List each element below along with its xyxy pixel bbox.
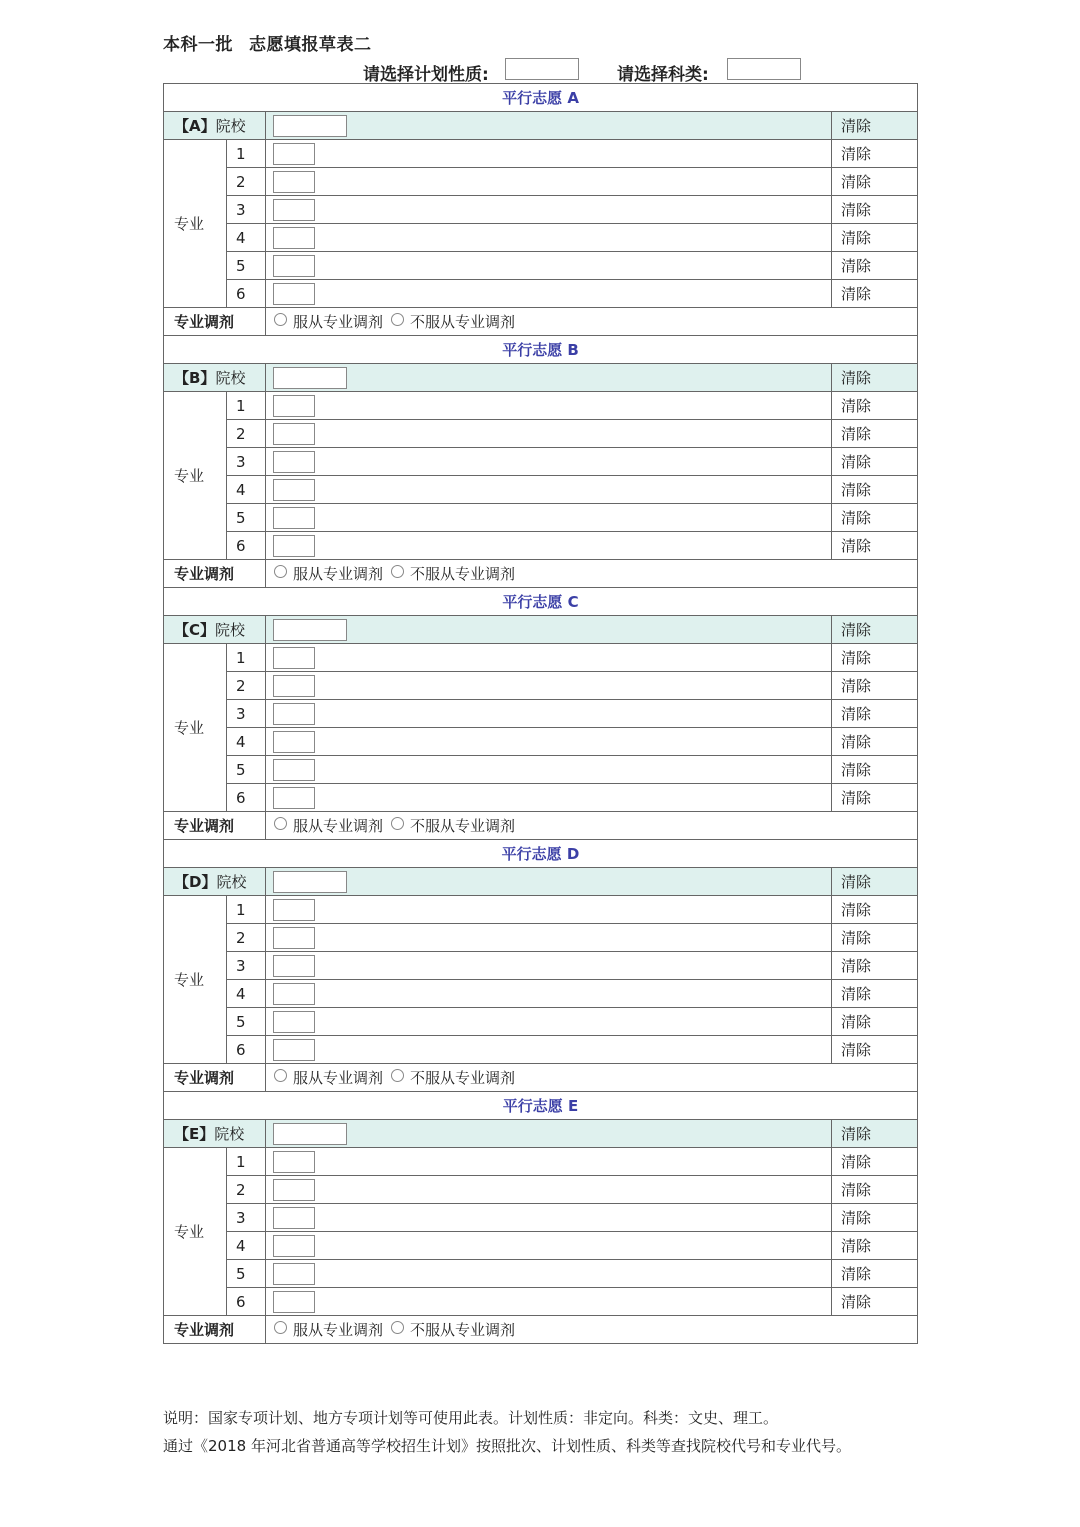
major-number: 6 (227, 280, 266, 308)
clear-button[interactable]: 清除 (832, 1204, 918, 1232)
clear-button[interactable]: 清除 (832, 1148, 918, 1176)
school-input[interactable] (273, 115, 347, 137)
clear-button[interactable]: 清除 (832, 196, 918, 224)
adjust-label: 专业调剂 (164, 812, 266, 840)
major-number: 1 (227, 896, 266, 924)
section-header-row (164, 840, 918, 868)
clear-button[interactable]: 清除 (832, 1232, 918, 1260)
major-row (164, 420, 918, 448)
major-row (164, 392, 918, 420)
school-label (164, 1120, 266, 1148)
note-line: 通过《2018 年河北省普通高等学校招生计划》按照批次、计划性质、科类等查找院校代号和专业代号。 (163, 1437, 851, 1455)
section-letter: 【A】 (174, 117, 216, 135)
section-letter: 【D】 (174, 873, 217, 891)
major-row (164, 672, 918, 700)
clear-button[interactable]: 清除 (832, 1176, 918, 1204)
major-row (164, 476, 918, 504)
school-input-cell (266, 112, 832, 140)
major-number: 3 (227, 196, 266, 224)
clear-button[interactable]: 清除 (832, 1008, 918, 1036)
form-title (163, 30, 372, 55)
plan-type-label: 请选择计划性质: (363, 65, 489, 85)
accept-adjust-radio[interactable] (274, 1321, 287, 1334)
clear-button[interactable]: 清除 (832, 924, 918, 952)
major-input-cell (266, 532, 832, 560)
school-label (164, 616, 266, 644)
clear-button[interactable]: 清除 (832, 616, 918, 644)
major-input[interactable] (273, 1151, 315, 1173)
major-input-cell (266, 252, 832, 280)
clear-button[interactable]: 清除 (832, 952, 918, 980)
accept-adjust-label[interactable]: 服从专业调剂 (293, 1321, 384, 1339)
major-input-cell (266, 952, 832, 980)
school-input-cell (266, 1120, 832, 1148)
application-form-table (163, 83, 918, 1344)
major-number: 2 (227, 168, 266, 196)
school-input[interactable] (273, 367, 347, 389)
major-input[interactable] (273, 703, 315, 725)
clear-button[interactable]: 清除 (832, 476, 918, 504)
adjust-label: 专业调剂 (164, 308, 266, 336)
clear-button[interactable]: 清除 (832, 672, 918, 700)
major-row (164, 756, 918, 784)
accept-adjust-radio[interactable] (274, 1069, 287, 1082)
major-input-cell (266, 448, 832, 476)
reject-adjust-label[interactable]: 不服从专业调剂 (410, 565, 516, 583)
subject-select[interactable] (727, 58, 801, 80)
major-number: 4 (227, 980, 266, 1008)
major-row (164, 224, 918, 252)
accept-adjust-radio[interactable] (274, 817, 287, 830)
major-number: 1 (227, 1148, 266, 1176)
major-number: 5 (227, 252, 266, 280)
major-input-cell (266, 1288, 832, 1316)
school-input-cell (266, 616, 832, 644)
clear-button[interactable]: 清除 (832, 1036, 918, 1064)
major-input-cell (266, 224, 832, 252)
major-input[interactable] (273, 479, 315, 501)
major-number: 3 (227, 700, 266, 728)
major-input-cell (266, 1232, 832, 1260)
adjust-row (164, 560, 918, 588)
school-input-cell (266, 868, 832, 896)
major-input[interactable] (273, 535, 315, 557)
major-input[interactable] (273, 675, 315, 697)
major-number: 3 (227, 1204, 266, 1232)
reject-adjust-radio[interactable] (391, 565, 404, 578)
major-number: 1 (227, 140, 266, 168)
school-input-cell (266, 364, 832, 392)
reject-adjust-label[interactable]: 不服从专业调剂 (410, 313, 516, 331)
major-input[interactable] (273, 647, 315, 669)
major-input[interactable] (273, 787, 315, 809)
school-input[interactable] (273, 1123, 347, 1145)
major-number: 1 (227, 392, 266, 420)
major-input[interactable] (273, 143, 315, 165)
major-number: 4 (227, 728, 266, 756)
section-letter: 【B】 (174, 369, 216, 387)
major-input-cell (266, 1260, 832, 1288)
major-row (164, 924, 918, 952)
major-number: 6 (227, 784, 266, 812)
clear-button[interactable]: 清除 (832, 532, 918, 560)
adjust-label: 专业调剂 (164, 1064, 266, 1092)
accept-adjust-label[interactable]: 服从专业调剂 (293, 565, 384, 583)
major-number: 6 (227, 532, 266, 560)
major-row (164, 784, 918, 812)
major-number: 5 (227, 756, 266, 784)
school-input[interactable] (273, 871, 347, 893)
section-header-row (164, 588, 918, 616)
major-input[interactable] (273, 395, 315, 417)
reject-adjust-radio[interactable] (391, 817, 404, 830)
major-row (164, 952, 918, 980)
reject-adjust-radio[interactable] (391, 313, 404, 326)
major-input-cell (266, 700, 832, 728)
major-row (164, 1288, 918, 1316)
major-input[interactable] (273, 1011, 315, 1033)
major-row (164, 140, 918, 168)
clear-button[interactable]: 清除 (832, 644, 918, 672)
reject-adjust-label[interactable]: 不服从专业调剂 (410, 817, 516, 835)
major-number: 3 (227, 448, 266, 476)
major-row (164, 980, 918, 1008)
major-number: 2 (227, 924, 266, 952)
accept-adjust-label[interactable]: 服从专业调剂 (293, 817, 384, 835)
major-row (164, 1008, 918, 1036)
major-row (164, 644, 918, 672)
major-input-cell (266, 196, 832, 224)
major-number: 4 (227, 224, 266, 252)
major-number: 5 (227, 504, 266, 532)
major-input-cell (266, 280, 832, 308)
school-label-text: 院校 (215, 621, 246, 639)
section-title: 平行志愿 D (164, 840, 918, 868)
adjust-options (266, 1064, 918, 1092)
major-input[interactable] (273, 1039, 315, 1061)
major-input-cell (266, 420, 832, 448)
major-input[interactable] (273, 199, 315, 221)
clear-button[interactable]: 清除 (832, 112, 918, 140)
adjust-row (164, 1064, 918, 1092)
clear-button[interactable]: 清除 (832, 504, 918, 532)
adjust-options (266, 1316, 918, 1344)
major-input-cell (266, 728, 832, 756)
adjust-options (266, 812, 918, 840)
accept-adjust-radio[interactable] (274, 313, 287, 326)
clear-button[interactable]: 清除 (832, 980, 918, 1008)
clear-button[interactable]: 清除 (832, 392, 918, 420)
major-row (164, 280, 918, 308)
major-number: 1 (227, 644, 266, 672)
school-row (164, 1120, 918, 1148)
major-row (164, 168, 918, 196)
clear-button[interactable]: 清除 (832, 420, 918, 448)
major-number: 5 (227, 1260, 266, 1288)
major-input[interactable] (273, 507, 315, 529)
adjust-label: 专业调剂 (164, 560, 266, 588)
clear-button[interactable]: 清除 (832, 364, 918, 392)
major-row (164, 728, 918, 756)
major-input-cell (266, 924, 832, 952)
major-input[interactable] (273, 283, 315, 305)
major-label: 专业 (164, 1148, 227, 1316)
school-row (164, 112, 918, 140)
clear-button[interactable]: 清除 (832, 448, 918, 476)
major-row (164, 532, 918, 560)
accept-adjust-label[interactable]: 服从专业调剂 (293, 1069, 384, 1087)
major-input-cell (266, 140, 832, 168)
clear-button[interactable]: 清除 (832, 140, 918, 168)
major-input[interactable] (273, 423, 315, 445)
major-row (164, 896, 918, 924)
major-input[interactable] (273, 983, 315, 1005)
adjust-row (164, 1316, 918, 1344)
clear-button[interactable]: 清除 (832, 896, 918, 924)
major-input-cell (266, 1148, 832, 1176)
section-title: 平行志愿 C (164, 588, 918, 616)
section-header-row (164, 1092, 918, 1120)
major-input-cell (266, 168, 832, 196)
major-input-cell (266, 672, 832, 700)
major-input-cell (266, 504, 832, 532)
major-input-cell (266, 392, 832, 420)
major-label: 专业 (164, 392, 227, 560)
major-input[interactable] (273, 955, 315, 977)
subject-label: 请选择科类: (617, 65, 709, 85)
major-input[interactable] (273, 899, 315, 921)
major-input[interactable] (273, 759, 315, 781)
major-input-cell (266, 784, 832, 812)
major-input[interactable] (273, 1235, 315, 1257)
section-header-row (164, 84, 918, 112)
major-input-cell (266, 1008, 832, 1036)
clear-button[interactable]: 清除 (832, 756, 918, 784)
major-number: 2 (227, 672, 266, 700)
adjust-options (266, 560, 918, 588)
section-title: 平行志愿 A (164, 84, 918, 112)
clear-button[interactable]: 清除 (832, 168, 918, 196)
major-number: 2 (227, 420, 266, 448)
major-input[interactable] (273, 1207, 315, 1229)
school-label-text: 院校 (215, 369, 246, 387)
reject-adjust-radio[interactable] (391, 1069, 404, 1082)
school-input[interactable] (273, 619, 347, 641)
major-row (164, 1232, 918, 1260)
major-input[interactable] (273, 227, 315, 249)
school-row (164, 364, 918, 392)
form-name: 志愿填报草表二 (249, 35, 372, 55)
note-line: 说明：国家专项计划、地方专项计划等可使用此表。计划性质：非定向。科类：文史、理工。 (163, 1409, 779, 1427)
major-row (164, 700, 918, 728)
major-input[interactable] (273, 171, 315, 193)
major-row (164, 196, 918, 224)
clear-button[interactable]: 清除 (832, 784, 918, 812)
school-label (164, 112, 266, 140)
major-number: 4 (227, 1232, 266, 1260)
major-input-cell (266, 896, 832, 924)
adjust-label: 专业调剂 (164, 1316, 266, 1344)
major-row (164, 1176, 918, 1204)
major-input[interactable] (273, 1263, 315, 1285)
clear-button[interactable]: 清除 (832, 868, 918, 896)
major-label: 专业 (164, 644, 227, 812)
section-header-row (164, 336, 918, 364)
major-row (164, 1148, 918, 1176)
major-number: 5 (227, 1008, 266, 1036)
major-input-cell (266, 1176, 832, 1204)
major-input[interactable] (273, 1179, 315, 1201)
accept-adjust-label[interactable]: 服从专业调剂 (293, 313, 384, 331)
clear-button[interactable]: 清除 (832, 252, 918, 280)
major-input-cell (266, 756, 832, 784)
section-title: 平行志愿 E (164, 1092, 918, 1120)
major-row (164, 448, 918, 476)
major-number: 2 (227, 1176, 266, 1204)
major-input-cell (266, 980, 832, 1008)
clear-button[interactable]: 清除 (832, 224, 918, 252)
major-number: 3 (227, 952, 266, 980)
school-label (164, 868, 266, 896)
adjust-row (164, 812, 918, 840)
section-letter: 【C】 (174, 621, 216, 639)
school-row (164, 616, 918, 644)
major-input[interactable] (273, 731, 315, 753)
major-input[interactable] (273, 255, 315, 277)
major-number: 6 (227, 1036, 266, 1064)
major-label: 专业 (164, 896, 227, 1064)
major-label: 专业 (164, 140, 227, 308)
batch-title: 本科一批 (163, 35, 233, 55)
accept-adjust-radio[interactable] (274, 565, 287, 578)
major-row (164, 1204, 918, 1232)
major-input[interactable] (273, 927, 315, 949)
reject-adjust-label[interactable]: 不服从专业调剂 (410, 1321, 516, 1339)
school-label-text: 院校 (214, 1125, 245, 1143)
clear-button[interactable]: 清除 (832, 1288, 918, 1316)
clear-button[interactable]: 清除 (832, 700, 918, 728)
clear-button[interactable]: 清除 (832, 1260, 918, 1288)
major-number: 6 (227, 1288, 266, 1316)
school-label-text: 院校 (215, 117, 246, 135)
plan-type-select[interactable] (505, 58, 579, 80)
major-input-cell (266, 644, 832, 672)
major-row (164, 1260, 918, 1288)
notes (163, 1404, 851, 1460)
major-input[interactable] (273, 1291, 315, 1313)
major-input-cell (266, 1036, 832, 1064)
reject-adjust-label[interactable]: 不服从专业调剂 (410, 1069, 516, 1087)
clear-button[interactable]: 清除 (832, 1120, 918, 1148)
reject-adjust-radio[interactable] (391, 1321, 404, 1334)
major-row (164, 252, 918, 280)
major-row (164, 504, 918, 532)
school-row (164, 868, 918, 896)
school-label-text: 院校 (216, 873, 247, 891)
major-row (164, 1036, 918, 1064)
clear-button[interactable]: 清除 (832, 728, 918, 756)
major-input-cell (266, 476, 832, 504)
clear-button[interactable]: 清除 (832, 280, 918, 308)
adjust-row (164, 308, 918, 336)
major-input[interactable] (273, 451, 315, 473)
section-letter: 【E】 (174, 1125, 215, 1143)
major-input-cell (266, 1204, 832, 1232)
school-label (164, 364, 266, 392)
major-number: 4 (227, 476, 266, 504)
adjust-options (266, 308, 918, 336)
section-title: 平行志愿 B (164, 336, 918, 364)
